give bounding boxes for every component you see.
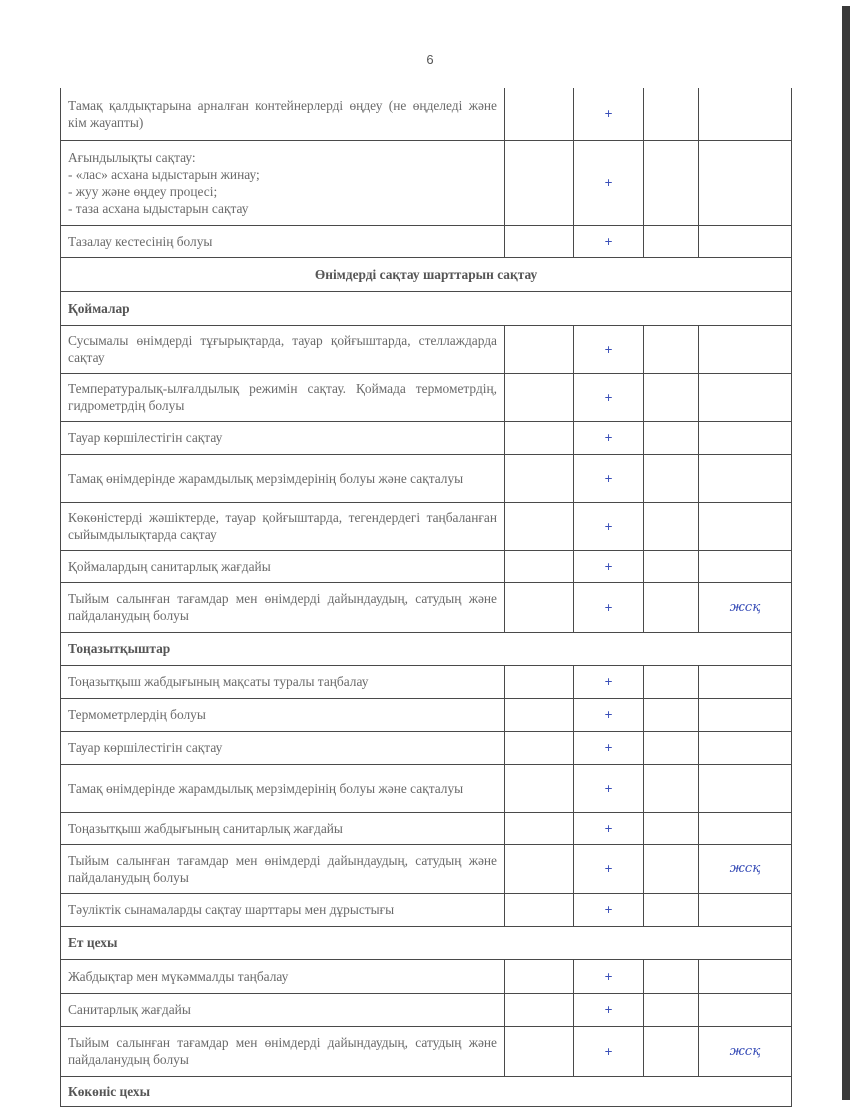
checklist-item-row (61, 665, 792, 698)
column-2-cell (505, 582, 574, 632)
section-title: Өнімдерді сақтау шарттарын сақтау (61, 257, 792, 291)
column-4-cell (644, 893, 699, 926)
column-2-cell (505, 731, 574, 764)
checklist-item-row (61, 893, 792, 926)
note-cell (699, 812, 792, 844)
column-2-cell (505, 502, 574, 550)
checklist-item-row (61, 993, 792, 1026)
column-2-cell (505, 959, 574, 993)
compliance-mark-cell: + (574, 731, 644, 764)
note-cell (699, 550, 792, 582)
compliance-mark-cell: + (574, 812, 644, 844)
requirement-line: Тамақ қалдықтарына арналған контейнерлерді өңдеу (не өңделеді және кім жауапты) (68, 97, 497, 130)
checklist-item-row (61, 88, 792, 140)
checklist-item-row (61, 325, 792, 373)
subsection-header-row (61, 632, 792, 665)
column-2-cell (505, 698, 574, 731)
checklist-item-row (61, 502, 792, 550)
requirement-text (61, 764, 505, 812)
subsection-title: Көкөніс цехы (61, 1076, 792, 1106)
requirement-text (61, 993, 505, 1026)
requirement-line: Тәуліктік сынамаларды сақтау шарттары мен дұрыстығы (68, 902, 395, 917)
column-4-cell (644, 812, 699, 844)
note-cell (699, 225, 792, 257)
requirement-text (61, 698, 505, 731)
requirement-text (61, 844, 505, 893)
note-cell: жсқ (699, 844, 792, 893)
requirement-text (61, 959, 505, 993)
note-cell (699, 959, 792, 993)
column-4-cell (644, 1026, 699, 1076)
note-cell (699, 764, 792, 812)
compliance-mark-cell: + (574, 88, 644, 140)
subsection-title: Қоймалар (61, 291, 792, 325)
note-cell (699, 373, 792, 421)
compliance-mark-cell: + (574, 844, 644, 893)
requirement-line: Тыйым салынған тағамдар мен өнімдерді дайындаудың, сатудың және пайдаланудың болуы (68, 1035, 497, 1067)
column-4-cell (644, 698, 699, 731)
requirement-text (61, 893, 505, 926)
compliance-mark-cell: + (574, 454, 644, 502)
subsection-title: Тоңазытқыштар (61, 632, 792, 665)
requirement-line: Тауар көршілестігін сақтау (68, 740, 223, 755)
column-2-cell (505, 225, 574, 257)
requirement-line: Тауар көршілестігін сақтау (68, 430, 223, 445)
compliance-mark-cell: + (574, 140, 644, 225)
requirement-line: - «лас» асхана ыдыстарын жинау; (68, 166, 260, 182)
requirement-text (61, 421, 505, 454)
subsection-header-row (61, 1076, 792, 1106)
note-cell (699, 88, 792, 140)
compliance-mark-cell: + (574, 373, 644, 421)
requirement-line: Тамақ өнімдерінде жарамдылық мерзімдерінің болуы және сақталуы (68, 470, 464, 486)
checklist-item-row (61, 698, 792, 731)
compliance-mark-cell: + (574, 582, 644, 632)
compliance-mark-cell: + (574, 421, 644, 454)
requirement-text (61, 325, 505, 373)
column-4-cell (644, 550, 699, 582)
note-cell (699, 140, 792, 225)
requirement-text (61, 88, 505, 140)
compliance-mark-cell: + (574, 502, 644, 550)
column-4-cell (644, 325, 699, 373)
requirement-line: Тоңазытқыш жабдығының санитарлық жағдайы (68, 820, 343, 836)
column-4-cell (644, 421, 699, 454)
checklist-item-row (61, 454, 792, 502)
note-cell (699, 502, 792, 550)
compliance-mark-cell: + (574, 325, 644, 373)
column-4-cell (644, 88, 699, 140)
checklist-item-row (61, 959, 792, 993)
column-2-cell (505, 812, 574, 844)
checklist-item-row (61, 373, 792, 421)
requirement-text (61, 373, 505, 421)
column-2-cell (505, 140, 574, 225)
column-2-cell (505, 325, 574, 373)
requirement-text (61, 225, 505, 257)
column-2-cell (505, 88, 574, 140)
column-4-cell (644, 502, 699, 550)
section-header-row (61, 257, 792, 291)
requirement-line: Сусымалы өнімдерді тұғырықтарда, тауар қойғыштарда, стеллаждарда сақтау (68, 333, 497, 365)
inspection-checklist-table (60, 88, 792, 1107)
subsection-header-row (61, 291, 792, 325)
requirement-text (61, 812, 505, 844)
requirement-line: Тазалау кестесінің болуы (68, 233, 213, 249)
requirement-text (61, 550, 505, 582)
subsection-title: Ет цехы (61, 926, 792, 959)
requirement-line: Тоңазытқыш жабдығының мақсаты туралы таңбалау (68, 674, 369, 689)
note-cell (699, 698, 792, 731)
requirement-text (61, 454, 505, 502)
requirement-text (61, 140, 505, 225)
note-cell (699, 421, 792, 454)
checklist-item-row (61, 225, 792, 257)
compliance-mark-cell: + (574, 550, 644, 582)
column-2-cell (505, 454, 574, 502)
checklist-item-row (61, 731, 792, 764)
column-4-cell (644, 844, 699, 893)
column-4-cell (644, 993, 699, 1026)
checklist-item-row (61, 140, 792, 225)
column-2-cell (505, 993, 574, 1026)
checklist-item-row (61, 764, 792, 812)
requirement-line: Жабдықтар мен мүкәммалды таңбалау (68, 968, 289, 984)
checklist-item-row (61, 421, 792, 454)
requirement-line: Көкөністерді жәшіктерде, тауар қойғыштарда, тегендердегі таңбаланған сыйымдылықтарда сақтау (68, 510, 497, 542)
column-4-cell (644, 454, 699, 502)
checklist-item-row (61, 1026, 792, 1076)
requirement-text (61, 502, 505, 550)
column-4-cell (644, 582, 699, 632)
column-4-cell (644, 225, 699, 257)
note-cell: жсқ (699, 582, 792, 632)
column-2-cell (505, 1026, 574, 1076)
requirement-line: Температуралық-ылғалдылық режимін сақтау. Қоймада термометрдің, гидрометрдің болуы (68, 381, 497, 413)
note-cell (699, 731, 792, 764)
column-2-cell (505, 665, 574, 698)
compliance-mark-cell: + (574, 1026, 644, 1076)
scan-edge-shadow (842, 6, 850, 1100)
compliance-mark-cell: + (574, 698, 644, 731)
requirement-text (61, 731, 505, 764)
note-cell: жсқ (699, 1026, 792, 1076)
requirement-line: Санитарлық жағдайы (68, 1002, 191, 1017)
requirement-line: Қоймалардың санитарлық жағдайы (68, 558, 271, 574)
column-2-cell (505, 844, 574, 893)
requirement-line: - жуу және өңдеу процесі; (68, 183, 218, 199)
checklist-item-row (61, 582, 792, 632)
requirement-text (61, 582, 505, 632)
requirement-line: Тамақ өнімдерінде жарамдылық мерзімдерінің болуы және сақталуы (68, 780, 464, 796)
compliance-mark-cell: + (574, 959, 644, 993)
column-2-cell (505, 764, 574, 812)
checklist-item-row (61, 844, 792, 893)
requirement-line: Тыйым салынған тағамдар мен өнімдерді дайындаудың, сатудың және пайдаланудың болуы (68, 591, 497, 623)
column-4-cell (644, 665, 699, 698)
compliance-mark-cell: + (574, 665, 644, 698)
compliance-mark-cell: + (574, 993, 644, 1026)
column-4-cell (644, 764, 699, 812)
column-2-cell (505, 893, 574, 926)
column-2-cell (505, 373, 574, 421)
note-cell (699, 454, 792, 502)
column-4-cell (644, 373, 699, 421)
compliance-mark-cell: + (574, 893, 644, 926)
column-4-cell (644, 959, 699, 993)
requirement-line: Ағындылықты сақтау: (68, 149, 196, 165)
compliance-mark-cell: + (574, 764, 644, 812)
subsection-header-row (61, 926, 792, 959)
requirement-text (61, 1026, 505, 1076)
requirement-line: Тыйым салынған тағамдар мен өнімдерді дайындаудың, сатудың және пайдаланудың болуы (68, 852, 497, 885)
checklist-item-row (61, 550, 792, 582)
compliance-mark-cell: + (574, 225, 644, 257)
column-4-cell (644, 731, 699, 764)
page-number: 6 (426, 52, 434, 67)
checklist-item-row (61, 812, 792, 844)
note-cell (699, 665, 792, 698)
note-cell (699, 893, 792, 926)
requirement-text (61, 665, 505, 698)
note-cell (699, 993, 792, 1026)
column-4-cell (644, 140, 699, 225)
requirement-line: - таза асхана ыдыстарын сақтау (68, 200, 249, 216)
note-cell (699, 325, 792, 373)
column-2-cell (505, 421, 574, 454)
requirement-line: Термометрлердің болуы (68, 707, 206, 722)
checklist-rows (61, 88, 792, 1106)
column-2-cell (505, 550, 574, 582)
